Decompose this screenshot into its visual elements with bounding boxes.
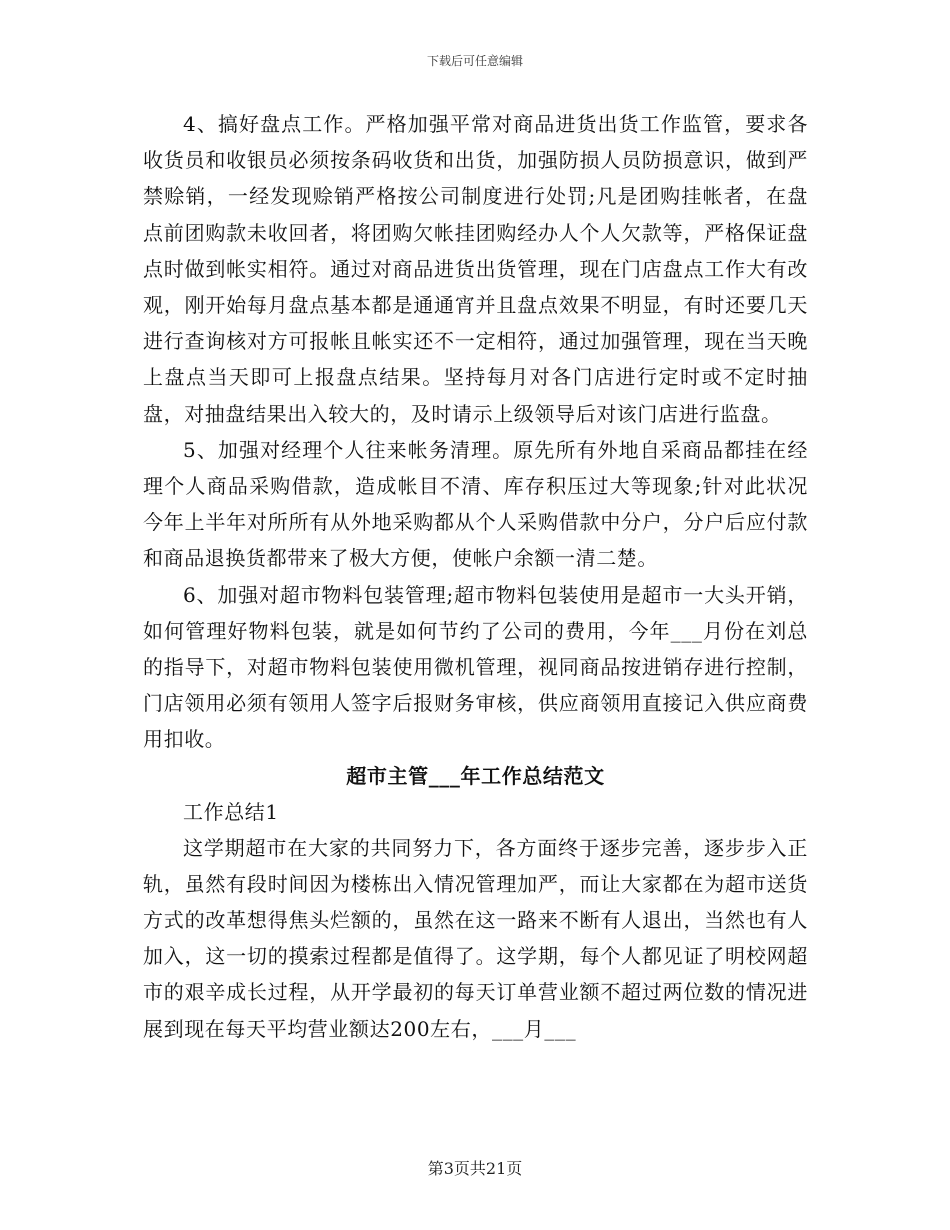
header-note: 下载后可任意编辑 bbox=[426, 54, 523, 68]
paragraph-packaging: 6、加强对超市物料包装管理;超市物料包装使用是超市一大头开销，如何管理好物料包装，就是如何节约了公司的费用，今年___月份在刘总的指导下，对超市物料包装使用微机管理，视同商品按进销存进行控制，门店领用必须有领用人签字后报财务审核，供应商领用直接记入供应商费用扣收。 bbox=[143, 582, 808, 752]
paragraph-summary: 这学期超市在大家的共同努力下，各方面终于逐步完善，逐步步入正轨，虽然有段时间因为楼栋出入情况管理加严，而让大家都在为超市送货方式的改革想得焦头烂额的，虽然在这一路来不断有人退出，当然也有人加入，这一切的摸索过程都是值得了。这学期，每个人都见证了明校网超市的艰辛成长过程，从开学最初的每天订单营业额不超过两位数的情况进展到现在每天平均营业额达200左右，___月___ bbox=[143, 835, 808, 1041]
paragraph-accounts: 5、加强对经理个人往来帐务清理。原先所有外地自采商品都挂在经理个人商品采购借款，造成帐目不清、库存积压过大等现象;针对此状况今年上半年对所所有从外地采购都从个人采购借款中分户，分户后应付款和商品退换货都带来了极大方便，使帐户余额一清二楚。 bbox=[143, 437, 808, 571]
page-number: 第3页共21页 bbox=[427, 1159, 523, 1178]
document-body bbox=[143, 106, 808, 1047]
section-title: 超市主管___年工作总结范文 bbox=[346, 763, 605, 788]
sub-heading: 工作总结1 bbox=[183, 799, 279, 824]
paragraph-inventory: 4、搞好盘点工作。严格加强平常对商品进货出货工作监管，要求各收货员和收银员必须按条码收货和出货，加强防损人员防损意识，做到严禁赊销，一经发现赊销严格按公司制度进行处罚;凡是团购挂帐者，在盘点前团购款未收回者，将团购欠帐挂团购经办人个人欠款等，严格保证盘点时做到帐实相符。通过对商品进货出货管理，现在门店盘点工作大有改观，刚开始每月盘点基本都是通通宵并且盘点效果不明显，有时还要几天进行查询核对方可报帐且帐实还不一定相符，通过加强管理，现在当天晚上盘点当天即可上报盘点结果。坚持每月对各门店进行定时或不定时抽盘，对抽盘结果出入较大的，及时请示上级领导后对该门店进行监盘。 bbox=[143, 112, 808, 426]
